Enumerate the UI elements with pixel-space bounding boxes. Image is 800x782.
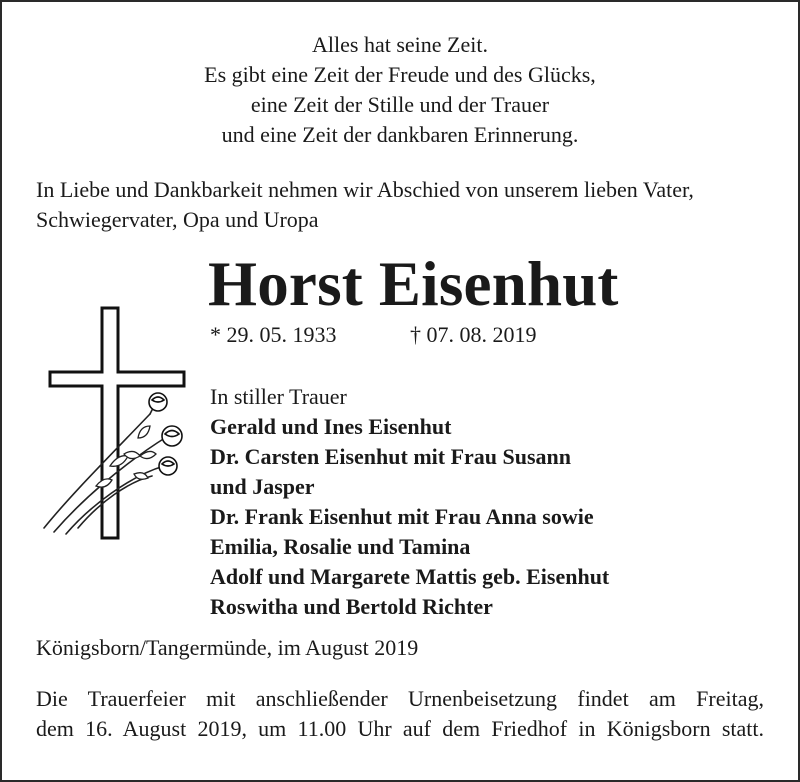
poem-line: Alles hat seine Zeit. bbox=[312, 32, 488, 57]
mourner-name: und Jasper bbox=[210, 474, 315, 499]
mourner-name: Dr. Frank Eisenhut mit Frau Anna sowie bbox=[210, 504, 594, 529]
poem-line: und eine Zeit der dankbaren Erinnerung. bbox=[221, 122, 579, 147]
place-and-date: Königsborn/Tangermünde, im August 2019 bbox=[36, 635, 419, 660]
deceased-name: Horst Eisenhut bbox=[208, 249, 619, 319]
farewell-line: In Liebe und Dankbarkeit nehmen wir Abschied von unserem lieben Vater, bbox=[36, 177, 694, 202]
funeral-info bbox=[36, 684, 764, 744]
cross-with-roses-icon bbox=[40, 306, 200, 546]
poem bbox=[0, 30, 800, 150]
mourner-name: Dr. Carsten Eisenhut mit Frau Susann bbox=[210, 444, 572, 469]
poem-line: eine Zeit der Stille und der Trauer bbox=[250, 92, 550, 117]
farewell-text bbox=[36, 175, 694, 235]
mourner-name: Adolf und Margarete Mattis geb. Eisenhut bbox=[210, 564, 610, 589]
mourners-label: In stiller Trauer bbox=[210, 384, 347, 409]
funeral-line: dem 16. August 2019, um 11.00 Uhr auf dem Friedhof in Königsborn statt. bbox=[36, 716, 764, 741]
poem-line: Es gibt eine Zeit der Freude und des Glücks, bbox=[204, 62, 596, 87]
farewell-line: Schwiegervater, Opa und Uropa bbox=[36, 207, 319, 232]
mourner-name: Roswitha und Bertold Richter bbox=[210, 594, 493, 619]
death-date: † 07. 08. 2019 bbox=[410, 322, 537, 347]
birth-date: * 29. 05. 1933 bbox=[210, 322, 337, 347]
mourners-block bbox=[210, 382, 609, 622]
mourner-name: Emilia, Rosalie und Tamina bbox=[210, 534, 471, 559]
funeral-line: Die Trauerfeier mit anschließender Urnenbeisetzung findet am Freitag, bbox=[36, 686, 764, 711]
mourner-name: Gerald und Ines Eisenhut bbox=[210, 414, 452, 439]
